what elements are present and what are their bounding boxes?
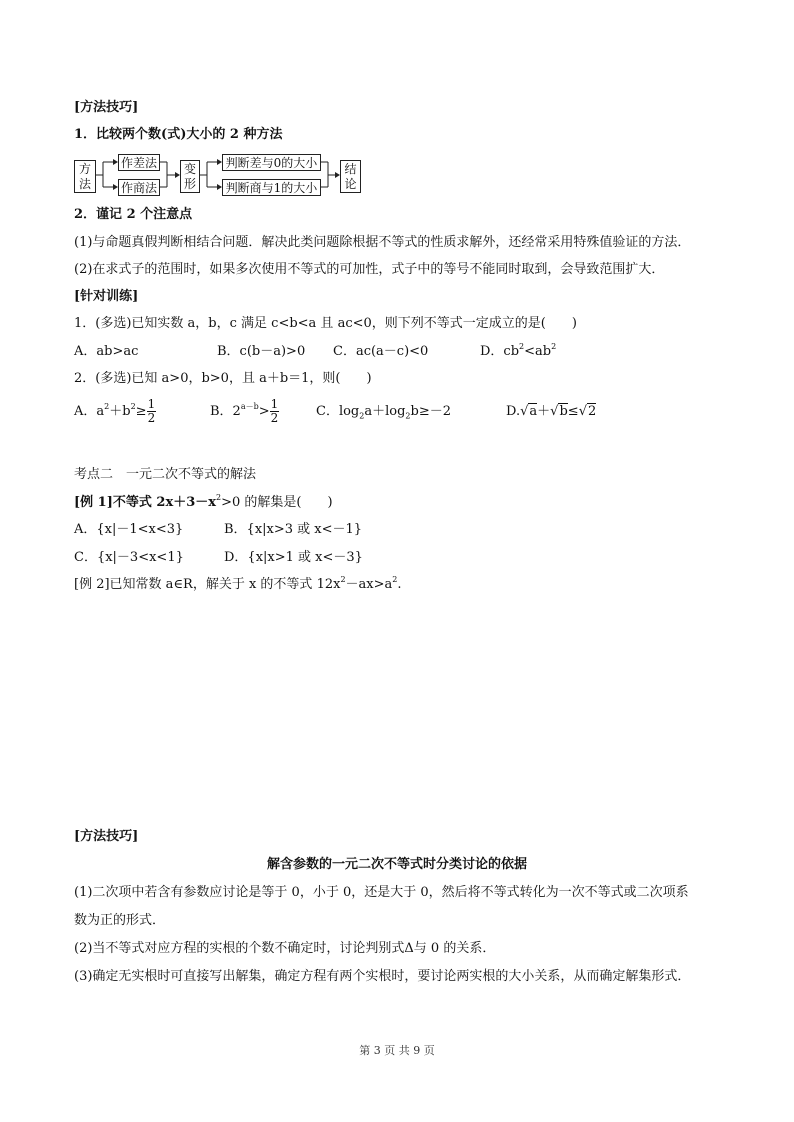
topic2-heading: 考点二 一元二次不等式的解法 bbox=[74, 467, 257, 482]
transform-box: 变 形 bbox=[180, 160, 200, 193]
method-tips-heading-2: [方法技巧] bbox=[74, 829, 139, 844]
item2-title: 2．谨记 2 个注意点 bbox=[74, 207, 193, 222]
ex1-option-b: B．{x|x>3 或 x<－1} bbox=[224, 522, 363, 537]
question-2: 2．(多选)已知 a>0，b>0，且 a＋b＝1，则( ) bbox=[74, 371, 372, 386]
note-1: (1)与命题真假判断相结合问题．解决此类问题除根据不等式的性质求解外，还经常采用特殊值验证的方法． bbox=[74, 235, 691, 250]
example-1: [例 1]不等式 $2x+3-x^2>0$ 的解集是( ) bbox=[74, 492, 333, 510]
q1-option-d: D．$cb^2<ab^2$ bbox=[480, 341, 557, 359]
conclusion-box: 结 论 bbox=[340, 160, 361, 193]
q2-option-c: C．$\log_2a+\log_2b\ge-2$ bbox=[316, 404, 452, 421]
q2-option-b: B．$2^{a-b}>$ $\frac{1}{2}$ bbox=[210, 397, 279, 425]
s2-para-1-line-2: 数为正的形式． bbox=[74, 913, 166, 928]
note-2: (2)在求式子的范围时，如果多次使用不等式的可加性，式子中的等号不能同时取到，会导致范围扩大． bbox=[74, 262, 665, 277]
ex1-option-a: A．{x|－1<x<3} bbox=[74, 522, 184, 537]
s2-para-1-line-1: (1)二次项中若含有参数应讨论是等于 0，小于 0，还是大于 0，然后将不等式转化为一次不等式或二次项系 bbox=[74, 885, 689, 900]
section2-title: 解含参数的一元二次不等式时分类讨论的依据 bbox=[266, 857, 527, 872]
quot-method-box: 作商法 bbox=[118, 179, 160, 196]
s2-para-3: (3)确定无实根时可直接写出解集，确定方程有两个实根时，要讨论两实根的大小关系，从而确定解集形式． bbox=[74, 969, 691, 984]
diff-method-box: 作差法 bbox=[118, 154, 160, 171]
q1-option-a: A．ab>ac bbox=[74, 344, 139, 359]
ex1-option-d: D．{x|x>1 或 x<－3} bbox=[224, 550, 363, 565]
method-tips-heading: [方法技巧] bbox=[74, 100, 139, 115]
q2-option-d: D.√a＋√b≤√2 bbox=[506, 404, 597, 419]
page-footer: 第 3 页 共 9 页 bbox=[359, 1044, 435, 1057]
judge-quot-box: 判断商与1的大小 bbox=[222, 179, 321, 196]
s2-para-2: (2)当不等式对应方程的实根的个数不确定时，讨论判别式Δ与 0 的关系． bbox=[74, 941, 496, 956]
practice-heading: [针对训练] bbox=[74, 289, 139, 304]
q1-option-c: C．ac(a－c)<0 bbox=[333, 344, 429, 359]
ex1-option-c: C．{x|－3<x<1} bbox=[74, 550, 184, 565]
judge-diff-box: 判断差与0的大小 bbox=[222, 154, 321, 171]
example-2: [例 2]已知常数 a∈R，解关于 x 的不等式 $12x^2-ax>a^2$. bbox=[74, 574, 402, 592]
method-box: 方 法 bbox=[74, 160, 96, 193]
question-1: 1．(多选)已知实数 a，b，c 满足 c<b<a 且 ac<0，则下列不等式一定成立的是( ) bbox=[74, 316, 577, 331]
q2-option-a: A．$a^2+b^2\ge$ $\frac{1}{2}$ bbox=[74, 397, 156, 425]
q1-option-b: B．c(b－a)>0 bbox=[217, 344, 306, 359]
item1-title: 1．比较两个数(式)大小的 2 种方法 bbox=[74, 127, 283, 142]
